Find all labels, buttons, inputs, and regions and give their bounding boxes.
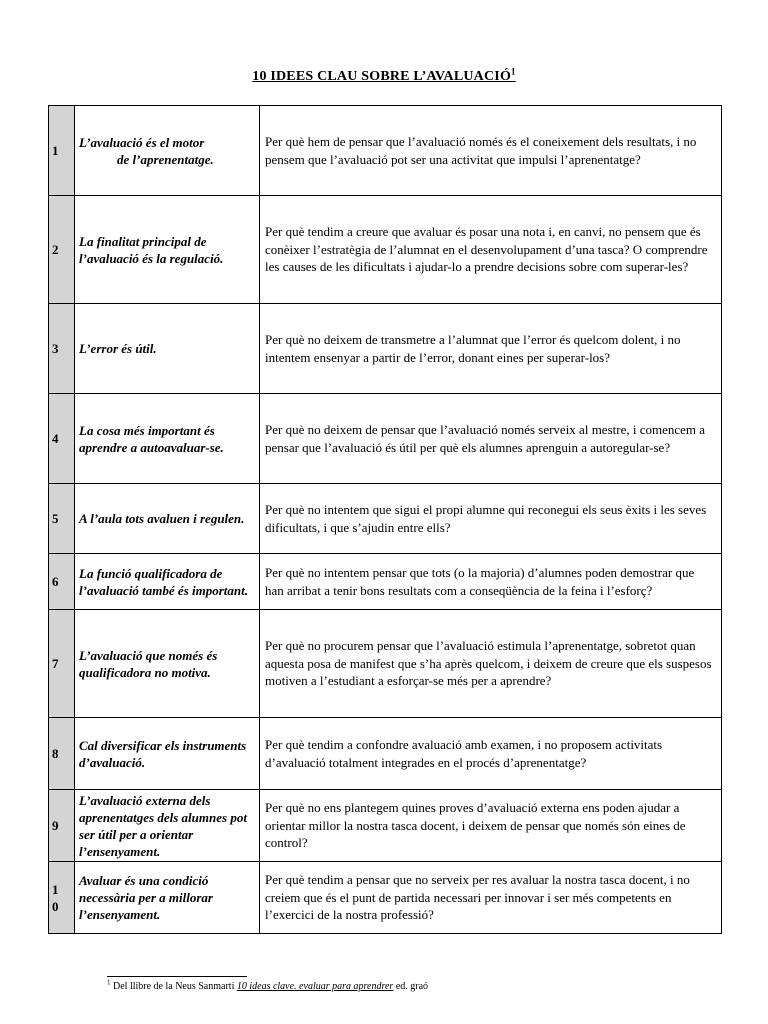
footnote-book-title: 10 ideas clave. evaluar para aprendrer: [236, 981, 394, 992]
idea-statement: Avaluar és una condició necessària per a millorar l’ensenyament.: [75, 862, 260, 934]
footnote-divider: [107, 976, 247, 977]
idea-question: Per què no ens plantegem quines proves d’avaluació externa ens poden ajudar a orientar millor la nostra tasca docent, i deixem de pensar que només són eines de control?: [260, 790, 722, 862]
table-row: [49, 790, 722, 862]
row-number: 4: [49, 394, 75, 484]
idea-question: Per què no deixem de transmetre a l’alumnat que l’error és quelcom dolent, i no intentem ensenyar a partir de l’error, donant eines per superar-los?: [260, 304, 722, 394]
table-row: [49, 304, 722, 394]
idea-statement: La funció qualificadora de l’avaluació també és important.: [75, 554, 260, 610]
footnote: $^1$ Del llibre de la Neus Sanmartí 10 ideas clave. evaluar para aprendrer ed. graó: [107, 978, 429, 992]
table-row: [49, 196, 722, 304]
idea-statement: L’avaluació és el motor de l’aprenentatge.: [75, 106, 260, 196]
idea-statement: Cal diversificar els instruments d’avaluació.: [75, 718, 260, 790]
idea-question: Per què no procurem pensar que l’avaluació estimula l’aprenentatge, sobretot quan aquesta posa de manifest que s’ha après quelcom, i deixem de creure que els suspesos motiven a l’estudiant a esforçar-se més per a aprendre?: [260, 610, 722, 718]
idea-question: Per què no intentem que sigui el propi alumne qui reconegui els seus èxits i les seves dificultats, i que s’ajudin entre ells?: [260, 484, 722, 554]
table-row: [49, 610, 722, 718]
row-number: 7: [49, 610, 75, 718]
idea-question: Per què tendim a confondre avaluació amb examen, i no proposem activitats d’avaluació totalment integrades en el procés d’aprenentatge?: [260, 718, 722, 790]
idea-question: Per què tendim a creure que avaluar és posar una nota i, en canvi, no pensem que és conèixer l’estratègia de l’alumnat en el desenvolupament d’una tasca? O comprendre les causes de les dificultats i ajudar-lo a prendre decisions sobre com superar-les?: [260, 196, 722, 304]
idea-question: Per què no deixem de pensar que l’avaluació només serveix al mestre, i comencem a pensar que l’avaluació és útil per què els alumnes aprenguin a autoregular-se?: [260, 394, 722, 484]
table-row: [49, 554, 722, 610]
row-number: 5: [49, 484, 75, 554]
row-number: 1 0: [49, 862, 75, 934]
idea-question: Per què no intentem pensar que tots (o la majoria) d’alumnes poden demostrar que han arribat a tenir bons resultats com a conseqüència de la feina i l’esforç?: [260, 554, 722, 610]
idea-statement: La cosa més important és aprendre a autoavaluar-se.: [75, 394, 260, 484]
table-row: [49, 484, 722, 554]
table-row: [49, 106, 722, 196]
idea-statement: La finalitat principal de l’avaluació és la regulació.: [75, 196, 260, 304]
table-row: [49, 862, 722, 934]
idea-question: Per què hem de pensar que l’avaluació només és el coneixement dels resultats, i no pensem que l’avaluació pot ser una activitat que impulsi l’aprenentatge?: [260, 106, 722, 196]
idea-statement: A l’aula tots avaluen i regulen.: [75, 484, 260, 554]
page-title: 10 IDEES CLAU SOBRE L’AVALUACIÓ$^1$: [252, 66, 516, 84]
row-number: 9: [49, 790, 75, 862]
row-number: 2: [49, 196, 75, 304]
table-row: [49, 718, 722, 790]
row-number: 6: [49, 554, 75, 610]
title-footnote-ref: 1: [511, 66, 516, 77]
idea-question: Per què tendim a pensar que no serveix per res avaluar la nostra tasca docent, i no creiem que és el punt de partida necessari per innovar i ser més competents en l’exercici de la nostra professió?: [260, 862, 722, 934]
row-number: 3: [49, 304, 75, 394]
ideas-table: [48, 105, 722, 934]
table-row: [49, 394, 722, 484]
footnote-marker: 1: [107, 978, 111, 987]
row-number: 1: [49, 106, 75, 196]
row-number: 8: [49, 718, 75, 790]
idea-statement: L’avaluació externa dels aprenentatges dels alumnes pot ser útil per a orientar l’ensenyament.: [75, 790, 260, 862]
idea-statement: L’error és útil.: [75, 304, 260, 394]
idea-statement: L’avaluació que només és qualificadora no motiva.: [75, 610, 260, 718]
